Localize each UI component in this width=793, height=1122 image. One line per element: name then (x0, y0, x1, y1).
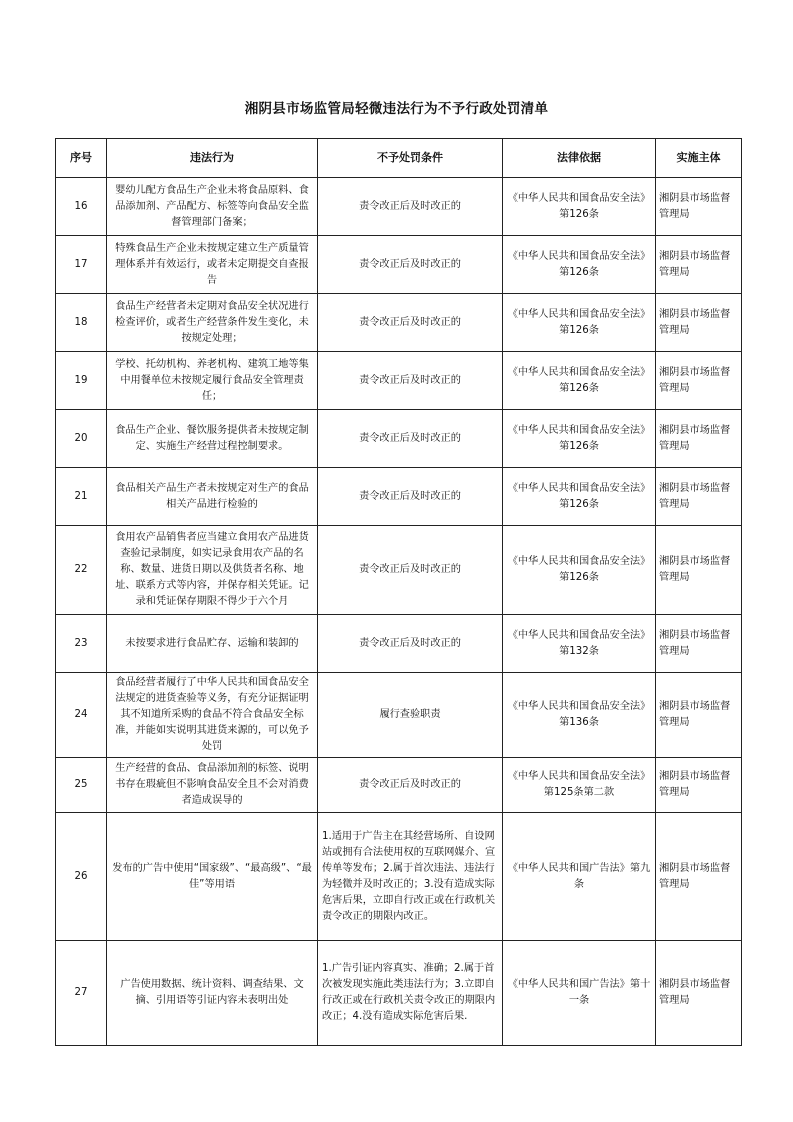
row-condition: 责令改正后及时改正的 (318, 178, 503, 236)
row-implementing-body: 湘阴县市场监督管理局 (656, 178, 742, 236)
page-title: 湘阴县市场监管局轻微违法行为不予行政处罚清单 (244, 101, 549, 117)
row-implementing-body: 湘阴县市场监督管理局 (656, 758, 742, 813)
table-row (56, 673, 742, 758)
row-condition: 责令改正后及时改正的 (318, 758, 503, 813)
row-implementing-body: 湘阴县市场监督管理局 (656, 294, 742, 352)
row-condition: 责令改正后及时改正的 (318, 352, 503, 410)
row-condition: 1.适用于广告主在其经营场所、自设网站或拥有合法使用权的互联网媒介、宣传单等发布；2.属于首次违法、违法行为轻微并及时改正的；3.没有造成实际危害后果，立即自行改正或在行政机关责令改正的期限内改正。 (318, 813, 503, 941)
row-serial-no: 19 (56, 352, 107, 410)
row-violation: 发布的广告中使用“国家级”、“最高级”、“最佳”等用语 (107, 813, 318, 941)
row-serial-no: 27 (56, 941, 107, 1046)
row-violation: 生产经营的食品、食品添加剂的标签、说明书存在瑕疵但不影响食品安全且不会对消费者造成误导的 (107, 758, 318, 813)
row-violation: 婴幼儿配方食品生产企业未将食品原料、食品添加剂、产品配方、标签等向食品安全监督管理部门备案； (107, 178, 318, 236)
row-violation: 广告使用数据、统计资料、调查结果、文摘、引用语等引证内容未表明出处 (107, 941, 318, 1046)
row-legal-basis: 《中华人民共和国食品安全法》第126条 (503, 178, 656, 236)
row-implementing-body: 湘阴县市场监督管理局 (656, 526, 742, 615)
header-implementing-body: 实施主体 (656, 139, 742, 178)
row-legal-basis: 《中华人民共和国广告法》第九条 (503, 813, 656, 941)
row-violation: 特殊食品生产企业未按规定建立生产质量管理体系并有效运行，或者未定期提交自查报告 (107, 236, 318, 294)
row-violation: 食品生产经营者未定期对食品安全状况进行检查评价，或者生产经营条件发生变化，未按规定处理； (107, 294, 318, 352)
table-header-row (56, 139, 742, 178)
row-legal-basis: 《中华人民共和国食品安全法》第125条第二款 (503, 758, 656, 813)
row-legal-basis: 《中华人民共和国食品安全法》第126条 (503, 294, 656, 352)
row-violation: 食用农产品销售者应当建立食用农产品进货查验记录制度，如实记录食用农产品的名称、数量、进货日期以及供货者名称、地址、联系方式等内容，并保存相关凭证。记录和凭证保存期限不得少于六个月 (107, 526, 318, 615)
row-violation: 食品经营者履行了中华人民共和国食品安全法规定的进货查验等义务，有充分证据证明其不知道所采购的食品不符合食品安全标准，并能如实说明其进货来源的，可以免予处罚 (107, 673, 318, 758)
row-serial-no: 22 (56, 526, 107, 615)
row-implementing-body: 湘阴县市场监督管理局 (656, 410, 742, 468)
table-row (56, 468, 742, 526)
row-condition: 履行查验职责 (318, 673, 503, 758)
row-violation: 学校、托幼机构、养老机构、建筑工地等集中用餐单位未按规定履行食品安全管理责任； (107, 352, 318, 410)
table-row (56, 941, 742, 1046)
header-serial-no: 序号 (56, 139, 107, 178)
row-condition: 责令改正后及时改正的 (318, 468, 503, 526)
table-row (56, 813, 742, 941)
row-condition: 责令改正后及时改正的 (318, 236, 503, 294)
row-legal-basis: 《中华人民共和国食品安全法》第126条 (503, 410, 656, 468)
penalty-list-table (55, 138, 742, 1046)
table-row (56, 236, 742, 294)
row-legal-basis: 《中华人民共和国食品安全法》第126条 (503, 352, 656, 410)
row-legal-basis: 《中华人民共和国食品安全法》第136条 (503, 673, 656, 758)
header-violation: 违法行为 (107, 139, 318, 178)
row-implementing-body: 湘阴县市场监督管理局 (656, 236, 742, 294)
row-violation: 食品相关产品生产者未按规定对生产的食品相关产品进行检验的 (107, 468, 318, 526)
row-legal-basis: 《中华人民共和国广告法》第十一条 (503, 941, 656, 1046)
row-implementing-body: 湘阴县市场监督管理局 (656, 941, 742, 1046)
table-row (56, 294, 742, 352)
row-implementing-body: 湘阴县市场监督管理局 (656, 352, 742, 410)
row-implementing-body: 湘阴县市场监督管理局 (656, 468, 742, 526)
table-row (56, 178, 742, 236)
row-serial-no: 26 (56, 813, 107, 941)
table-row (56, 352, 742, 410)
row-legal-basis: 《中华人民共和国食品安全法》第126条 (503, 236, 656, 294)
row-condition: 责令改正后及时改正的 (318, 410, 503, 468)
row-implementing-body: 湘阴县市场监督管理局 (656, 813, 742, 941)
row-serial-no: 20 (56, 410, 107, 468)
header-exemption-condition: 不予处罚条件 (318, 139, 503, 178)
row-implementing-body: 湘阴县市场监督管理局 (656, 673, 742, 758)
row-serial-no: 24 (56, 673, 107, 758)
row-implementing-body: 湘阴县市场监督管理局 (656, 615, 742, 673)
row-serial-no: 18 (56, 294, 107, 352)
header-legal-basis: 法律依据 (503, 139, 656, 178)
row-condition: 责令改正后及时改正的 (318, 526, 503, 615)
row-violation: 食品生产企业、餐饮服务提供者未按规定制定、实施生产经营过程控制要求。 (107, 410, 318, 468)
table-row (56, 410, 742, 468)
row-serial-no: 23 (56, 615, 107, 673)
row-violation: 未按要求进行食品贮存、运输和装卸的 (107, 615, 318, 673)
table-row (56, 526, 742, 615)
row-legal-basis: 《中华人民共和国食品安全法》第132条 (503, 615, 656, 673)
row-condition: 责令改正后及时改正的 (318, 615, 503, 673)
row-serial-no: 25 (56, 758, 107, 813)
table-row (56, 615, 742, 673)
row-legal-basis: 《中华人民共和国食品安全法》第126条 (503, 526, 656, 615)
row-serial-no: 16 (56, 178, 107, 236)
row-condition: 1.广告引证内容真实、准确；2.属于首次被发现实施此类违法行为；3.立即自行改正或在行政机关责令改正的期限内改正；4.没有造成实际危害后果. (318, 941, 503, 1046)
row-serial-no: 21 (56, 468, 107, 526)
row-legal-basis: 《中华人民共和国食品安全法》第126条 (503, 468, 656, 526)
row-condition: 责令改正后及时改正的 (318, 294, 503, 352)
row-serial-no: 17 (56, 236, 107, 294)
table-row (56, 758, 742, 813)
